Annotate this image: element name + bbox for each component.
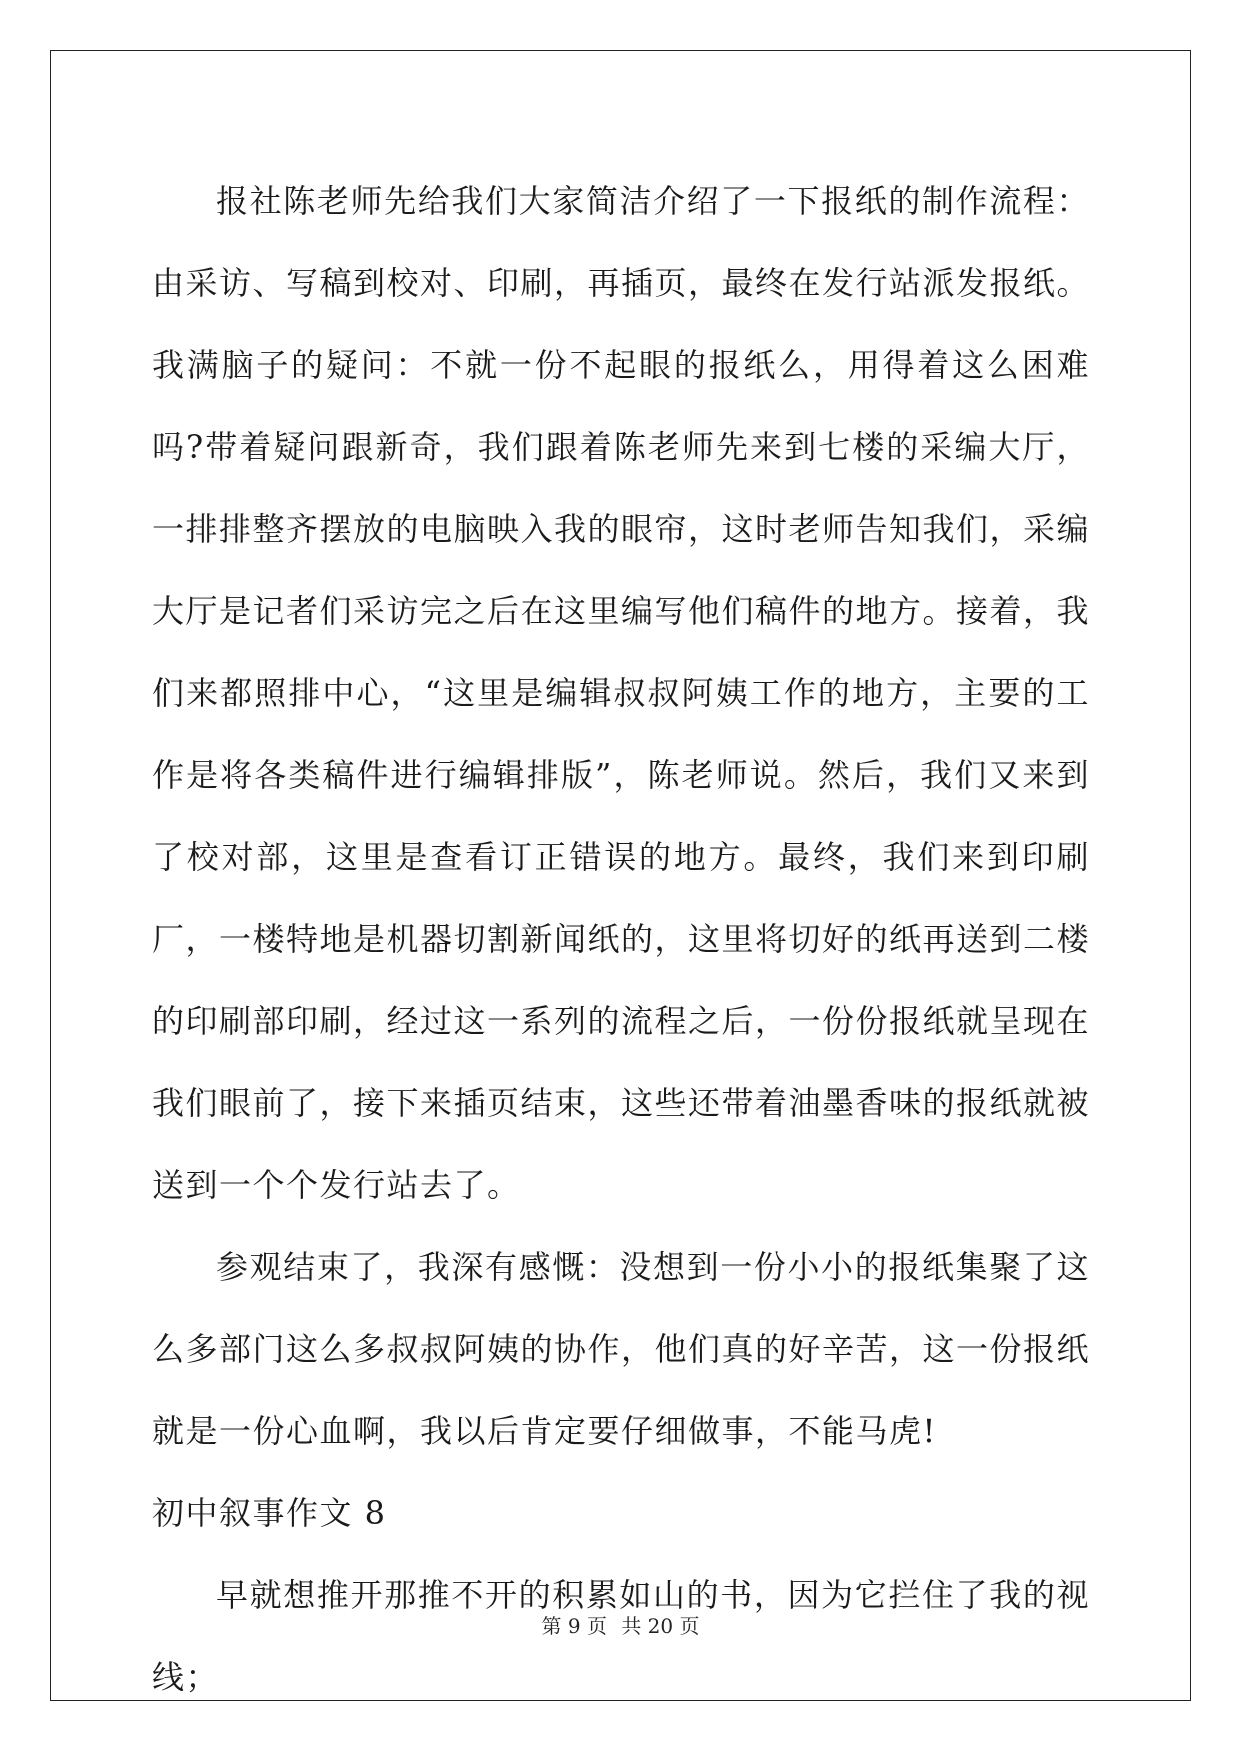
paragraph-newspaper-tour: 报社陈老师先给我们大家简洁介绍了一下报纸的制作流程：由采访、写稿到校对、印刷，再插页，最终在发行站派发报纸。我满脑子的疑问：不就一份不起眼的报纸么，用得着这么困难吗?带着疑问跟新奇，我们跟着陈老师先来到七楼的采编大厅，一排排整齐摆放的电脑映入我的眼帘，这时老师告知我们，采编大厅是记者们采访完之后在这里编写他们稿件的地方。接着，我们来都照排中心，“这里是编辑叔叔阿姨工作的地方，主要的工作是将各类稿件进行编辑排版”，陈老师说。然后，我们又来到了校对部，这里是查看订正错误的地方。最终，我们来到印刷厂，一楼特地是机器切割新闻纸的，这里将切好的纸再送到二楼的印刷部印刷，经过这一系列的流程之后，一份份报纸就呈现在我们眼前了，接下来插页结束，这些还带着油墨香味的报纸就被送到一个个发行站去了。 — [152, 182, 1091, 1204]
paragraph-essay-opening: 早就想推开那推不开的积累如山的书，因为它拦住了我的视线； — [152, 1576, 1090, 1696]
page-total: 共 20 页 — [621, 1614, 700, 1638]
section-heading: 初中叙事作文 8 — [152, 1494, 387, 1532]
paragraph-reflection: 参观结束了，我深有感慨：没想到一份小小的报纸集聚了这么多部门这么多叔叔阿姨的协作，他们真的好辛苦，这一份报纸就是一份心血啊，我以后肯定要仔细做事，不能马虎! — [152, 1248, 1091, 1450]
page-number: 第 9 页 — [541, 1614, 607, 1638]
document-body — [152, 160, 1090, 1718]
page-footer — [0, 1610, 1241, 1639]
